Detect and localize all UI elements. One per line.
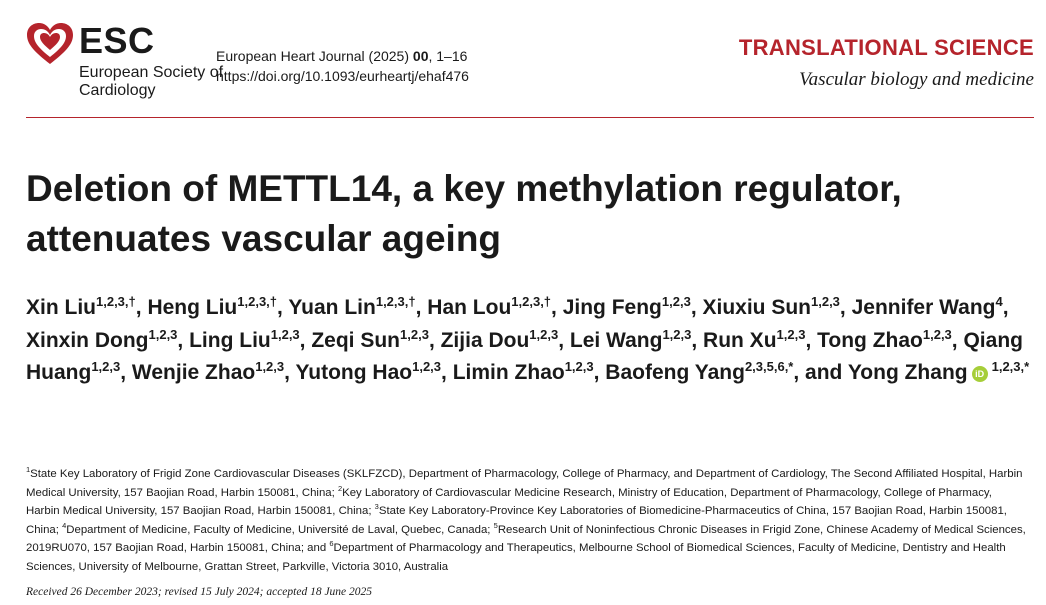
author <box>311 326 429 352</box>
author <box>147 296 277 319</box>
affiliation-text: Key Laboratory of Cardiovascular Medicine Research, Ministry of Education, Department of Pharmacology, College of Pharmacy, Harbin Medical University, 157 Baojian Road, Harbin 150081, China; <box>26 486 992 518</box>
journal-name: European Heart Journal (2025) <box>216 48 410 64</box>
esc-heart-logo-icon <box>26 22 74 66</box>
author <box>288 296 415 319</box>
orcid-icon[interactable]: iD <box>972 366 988 382</box>
author <box>189 326 300 352</box>
article-title: Deletion of METTL14, a key methylation regulator, attenuates vascular ageing <box>26 168 902 259</box>
author-affiliation-marks: 1,2,3,† <box>237 294 278 309</box>
author <box>26 296 136 319</box>
author-affiliation-marks: 1,2,3,* <box>991 359 1030 374</box>
author-name: Lei Wang <box>569 328 663 352</box>
affiliation-number: 2 <box>337 483 343 493</box>
author <box>703 326 806 352</box>
affiliation-number: 3 <box>374 502 379 512</box>
author-affiliation-marks: 1,2,3 <box>811 294 840 309</box>
section-header <box>739 34 1034 94</box>
author <box>427 296 551 319</box>
author-affiliation-marks: 1,2,3 <box>148 326 178 342</box>
journal-citation <box>216 46 469 86</box>
author <box>605 361 793 384</box>
esc-logo <box>26 20 224 102</box>
author-affiliation-marks: 1,2,3,† <box>375 294 416 309</box>
affiliation-text: Department of Medicine, Faculty of Medicine, Université de Laval, Quebec, Canada; <box>66 523 494 536</box>
author-name: Han Lou <box>427 296 512 319</box>
author-name: Tong Zhao <box>817 328 923 352</box>
author <box>453 361 594 384</box>
author <box>440 326 559 352</box>
author-name: Jennifer Wang <box>851 296 996 319</box>
author-name: Yutong Hao <box>295 361 413 384</box>
author-affiliation-marks: 1,2,3 <box>400 326 429 342</box>
author <box>569 326 692 352</box>
logo-abbreviation: ESC <box>79 20 155 61</box>
author-affiliation-marks: 2,3,5,6,* <box>744 359 794 374</box>
author-name: Wenjie Zhao <box>131 361 256 384</box>
author-affiliation-marks: 4 <box>995 294 1003 309</box>
journal-doi-link[interactable]: https://doi.org/10.1093/eurheartj/ehaf476 <box>216 68 469 84</box>
section-subtitle: Vascular biology and medicine <box>799 69 1034 90</box>
author-affiliation-marks: 1,2,3 <box>91 359 121 374</box>
author-affiliation-marks: 1,2,3 <box>270 326 300 342</box>
author <box>132 361 284 384</box>
journal-volume: 00 <box>412 48 429 64</box>
author <box>26 326 178 352</box>
section-title: TRANSLATIONAL SCIENCE <box>738 35 1034 60</box>
header-divider <box>26 117 1034 118</box>
author-name: Xin Liu <box>26 296 96 319</box>
author-affiliation-marks: 1,2,3 <box>564 359 594 374</box>
author-affiliation-marks: 1,2,3,† <box>511 294 552 309</box>
affiliation-number: 6 <box>329 539 334 549</box>
author-name: Yuan Lin <box>288 296 376 319</box>
author <box>295 361 441 384</box>
author <box>805 361 1029 384</box>
author-name: Yong Zhang <box>847 361 968 384</box>
author <box>817 326 952 352</box>
author-name: Heng Liu <box>147 296 238 319</box>
author-affiliation-marks: 1,2,3 <box>776 326 806 342</box>
author-name: Qiang Huang <box>26 328 1023 384</box>
affiliation-number: 1 <box>26 465 31 474</box>
author-name: Ling Liu <box>189 328 271 352</box>
author-affiliation-marks: 1,2,3 <box>661 294 691 309</box>
author-affiliation-marks: 1,2,3,† <box>96 294 136 309</box>
author-list: Xin Liu$^{1,2,3,\dagger}$, Heng Liu$^{1,2,3,\dagger}$, Yuan Lin$^{1,2,3,\dagger}$, Han Lou$^{1,2,3,\dagger}$, Jing Feng$^{1,2,3}$, Xiuxiu Sun$^{1,2,3}$, Jennifer Wang$^4$, Xinxin Dong$^{1,2,3}$, Ling Liu$^{1,2,3}$, Zeqi Sun$^{1,2,3}$, Zijia Dou$^{1,2,3}$, Lei Wang$^{1,2,3}$, Run Xu$^{1,2,3}$, Tong Zhao$^{1,2,3}$, Qiang Huang$^{1,2,3}$, Wenjie Zhao$^{1,2,3}$, Yutong Hao$^{1,2,3}$, Limin Zhao$^{1,2,3}$, Baofeng Yang$^{2,3,5,6,*}$, and Yong Zhang iD $^{1,2,3,*}$ <box>26 294 1030 384</box>
author-affiliation-marks: 1,2,3 <box>662 326 692 342</box>
author-name: Xiuxiu Sun <box>702 296 811 319</box>
author-affiliation-marks: 1,2,3 <box>255 359 285 374</box>
affiliation-text: Department of Pharmacology and Therapeutics, Melbourne School of Biomedical Sciences, Faculty of Medicine, Dentistry and Health Sciences, University of Melbourne, Grattan Street, Parkville, Victoria 3010, Australia <box>26 542 1006 573</box>
author <box>702 296 839 319</box>
affiliation-text: State Key Laboratory-Province Key Laboratories of Biomedicine-Pharmaceutics of China, 157 Baojian Road, Harbin 150081, China; <box>26 505 1007 536</box>
affiliation-number: 4 <box>62 520 67 530</box>
affiliation-text: State Key Laboratory of Frigid Zone Cardiovascular Diseases (SKLFZCD), Department of Pharmacology, College of Pharmacy, and Department of Cardiology, The Second Affiliated Hospital, Harbin Medical University, 157 Baojian Road, Harbin 150081, China; <box>26 468 1023 499</box>
affiliations <box>26 465 1026 577</box>
author-affiliation-marks: 1,2,3 <box>412 359 442 374</box>
affiliation-text: Research Unit of Noninfectious Chronic Diseases in Frigid Zone, Chinese Academy of Medical Sciences, 2019RU070, 157 Baojian Road, Harbin 150081, China; and <box>26 523 1026 555</box>
author-name: Zijia Dou <box>440 328 530 352</box>
author-name: Xinxin Dong <box>26 328 149 352</box>
author-name: Baofeng Yang <box>605 361 745 384</box>
author-prefix: and <box>805 361 848 384</box>
logo-society-name: European Society of Cardiology <box>79 64 224 99</box>
submission-dates: Received 26 December 2023; revised 15 July 2024; accepted 18 June 2025 <box>26 586 373 598</box>
author-name: Limin Zhao <box>452 361 565 384</box>
author-name: Zeqi Sun <box>311 328 401 352</box>
journal-pages: , 1–16 <box>428 48 468 64</box>
author-affiliation-marks: 1,2,3 <box>922 326 952 342</box>
author-affiliation-marks: 1,2,3 <box>529 326 559 342</box>
journal-line <box>216 46 469 66</box>
author-name: Run Xu <box>703 328 777 352</box>
author <box>563 296 691 319</box>
author-name: Jing Feng <box>562 296 662 319</box>
affiliation-number: 5 <box>493 520 498 530</box>
author <box>852 296 1003 319</box>
